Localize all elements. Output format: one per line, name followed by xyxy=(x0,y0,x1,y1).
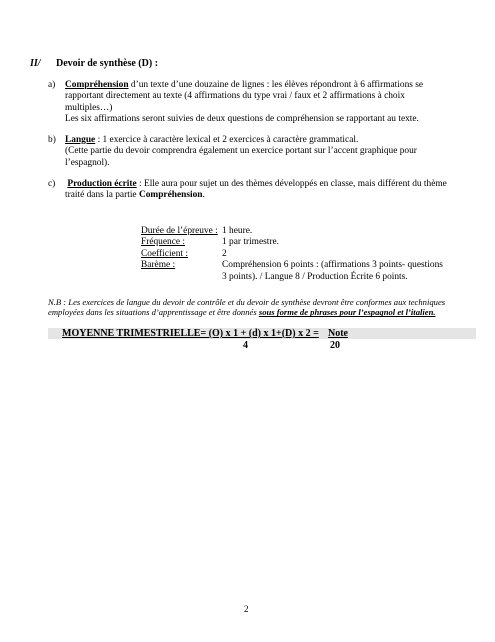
item-comprehension xyxy=(48,80,448,126)
item-production-ecrite xyxy=(48,179,448,202)
bareme-value-cont: 3 points). / Langue 8 / Production Écrite 6 points. xyxy=(222,271,408,282)
note-denominator: 20 xyxy=(330,340,340,351)
item-letter: a) xyxy=(48,80,56,90)
nb-note xyxy=(48,297,458,318)
section-title: Devoir de synthèse (D) : xyxy=(56,58,159,69)
item-line: l’espagnol). xyxy=(65,157,110,168)
item-heading: Compréhension xyxy=(65,80,129,90)
item-line: d’un texte d’une douzaine de lignes : les élèves répondront à 6 affirmations se xyxy=(128,80,424,90)
note-label: Note xyxy=(328,328,348,339)
nb-note-text: N.B : Les exercices de langue du devoir de contrôle et du devoir de synthèse devront être conformes aux techniques employées dans les situations d’apprentissage et être donnés xyxy=(48,297,446,318)
item-line-bold: Compréhension xyxy=(138,190,203,201)
item-line: : 1 exercice à caractère lexical et 2 exercices à caractère grammatical. xyxy=(95,135,359,145)
bareme-label: Barème : xyxy=(141,260,176,271)
coefficient-value: 2 xyxy=(222,248,227,259)
item-line: : Elle aura pour sujet un des thèmes développés en classe, mais différent du thème xyxy=(136,179,447,189)
duree-label: Durée de l’épreuve : xyxy=(141,226,218,236)
coefficient-label: Coefficient : xyxy=(141,248,188,259)
duree-value: 1 heure. xyxy=(222,226,253,236)
item-langue xyxy=(48,135,448,169)
item-letter: b) xyxy=(48,135,56,145)
section-heading xyxy=(30,58,158,69)
frequence-value: 1 par trimestre. xyxy=(222,237,280,248)
section-number: II/ xyxy=(30,58,41,69)
item-letter: c) xyxy=(48,179,56,189)
item-line: Les six affirmations seront suivies de deux questions de compréhension se rapportant au texte. xyxy=(65,114,419,125)
item-line: . xyxy=(202,190,205,201)
item-heading: Langue xyxy=(65,135,96,145)
item-line: traité dans la partie xyxy=(65,190,139,201)
bareme-value: Compréhension 6 points : (affirmations 3 points- questions xyxy=(222,260,443,271)
item-heading: Production écrite xyxy=(67,179,137,189)
page-number: 2 xyxy=(244,604,249,614)
item-line: multiples…) xyxy=(65,102,113,113)
item-line: rapportant directement au texte (4 affirmations du type vrai / faux et 2 affirmations à choix xyxy=(65,91,405,102)
frequence-label: Fréquence : xyxy=(141,237,185,248)
moyenne-formula: MOYENNE TRIMESTRIELLE= (O) x 1 + (d) x 1+(D) x 2 = xyxy=(62,328,319,339)
item-line: (Cette partie du devoir comprendra également un exercice portant sur l’accent graphique pour xyxy=(65,146,417,157)
nb-note-underlined: sous forme de phrases pour l’espagnol et l’italien. xyxy=(258,307,436,318)
moyenne-denominator: 4 xyxy=(243,340,248,351)
exam-info xyxy=(141,226,461,283)
